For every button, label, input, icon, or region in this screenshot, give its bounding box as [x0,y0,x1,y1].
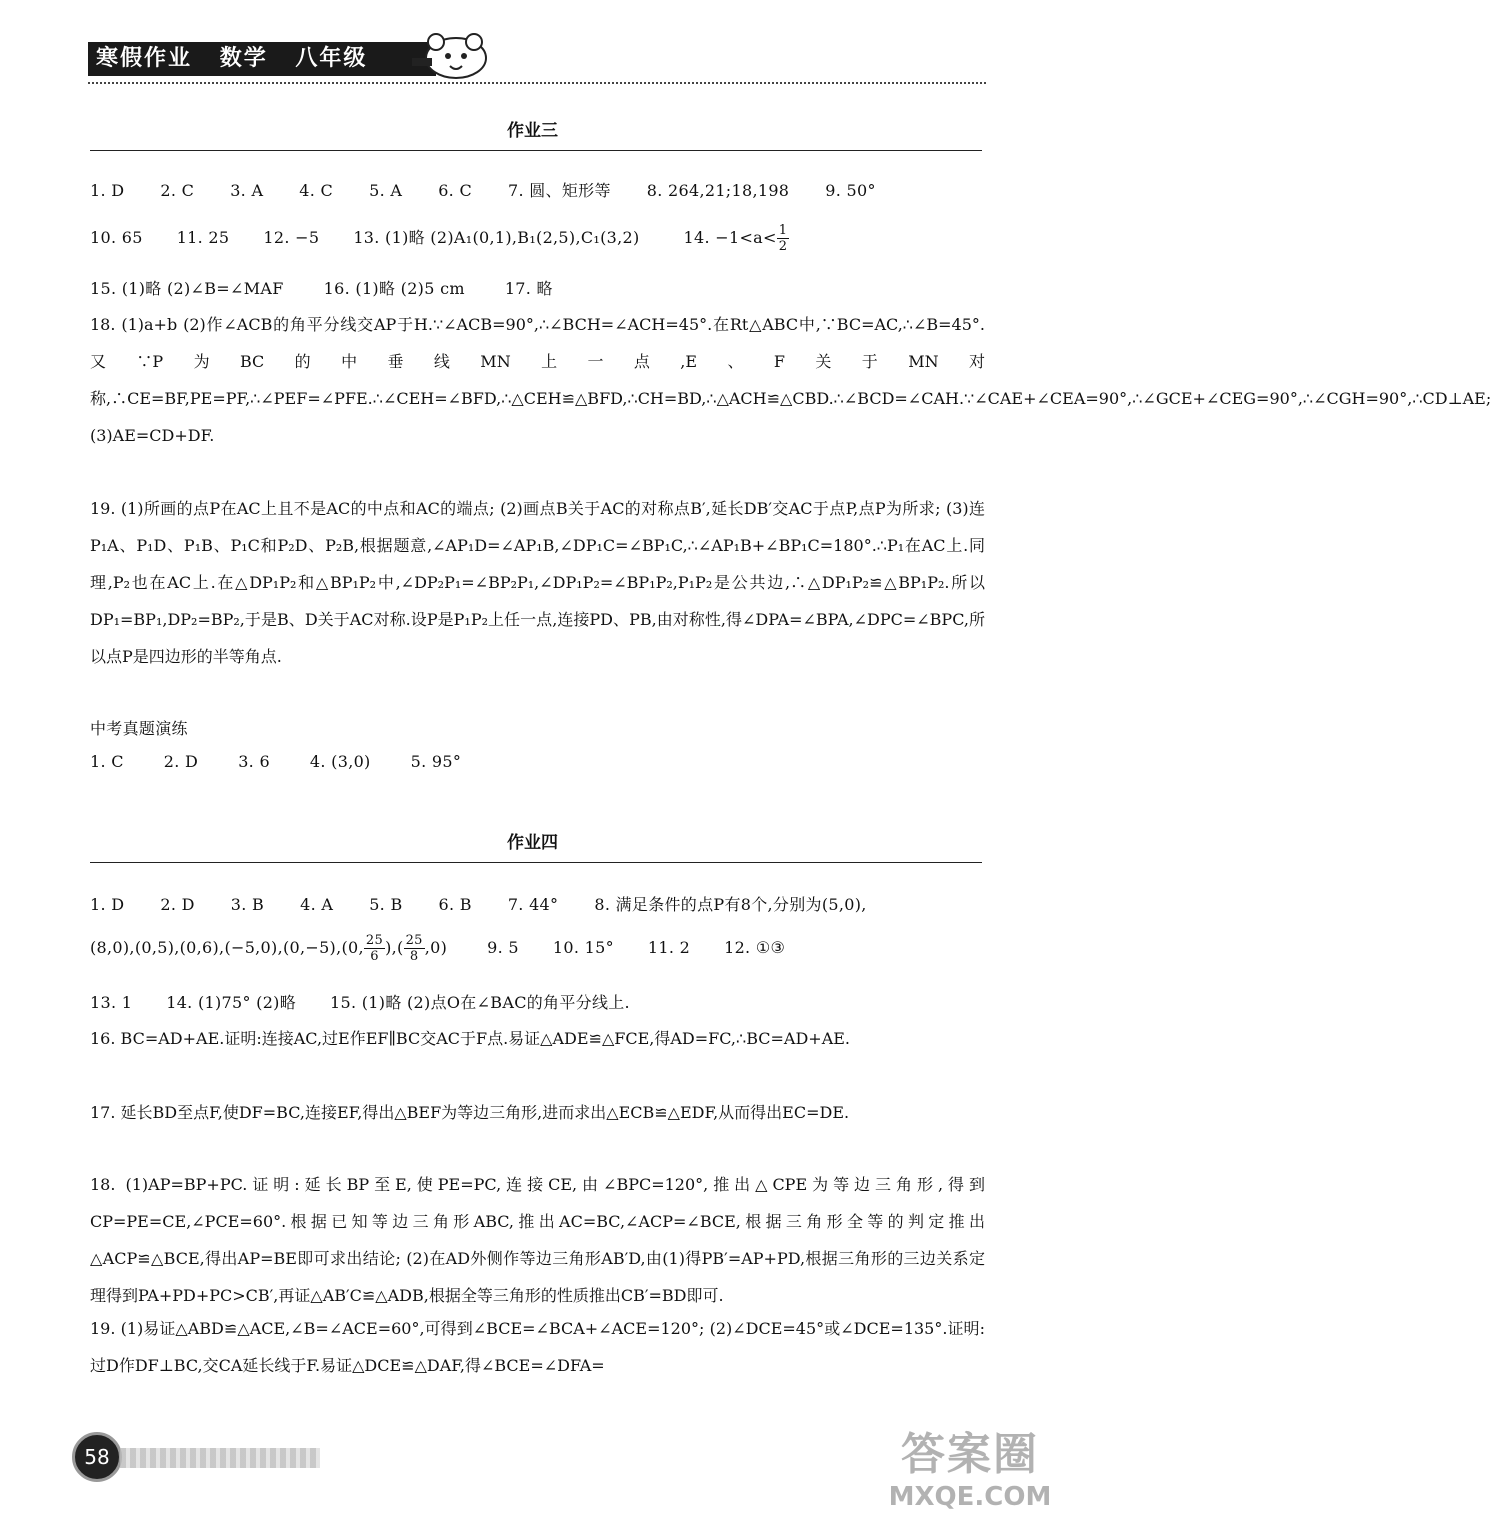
answers-row-4-1 [90,892,985,915]
footer-decoration [120,1448,320,1468]
header-subject: 数学 [219,46,268,71]
answers-row-4-3 [90,990,985,1013]
answer: 12. ①③ [724,938,786,957]
answer: 13. (1)略 (2)A₁(0,1),B₁(2,5),C₁(3,2) [353,228,640,247]
answer: 15. (1)略 (2)点O在∠BAC的角平分线上. [330,993,630,1012]
fraction: $\frac{25}{8}$ [405,933,423,964]
answer: 4. (3,0) [309,752,371,771]
answer: 2. D [163,752,199,771]
fraction: $\frac{25}{6}$ [365,933,384,964]
section-rule-4 [90,862,982,863]
header-dotted-rule [88,82,986,84]
answers-row-3 [90,276,985,299]
answers-row-2 [90,222,985,262]
answer: 11. 25 [176,228,230,247]
answer: 7. 圆、矩形等 [508,181,611,200]
answer-4-16: 16. BC=AD+AE.证明:连接AC,过E作EF∥BC交AC于F点.易证△ADE≌△FCE,得AD=FC,∴BC=AD+AE. [90,1029,851,1048]
answer: 8. 264,21;18,198 [646,181,790,200]
answer-14: 14. −1<a< [683,228,777,247]
mascot-icon [412,28,492,80]
answer: 1. D [90,895,125,914]
watermark [880,1418,1060,1528]
answer-4-18: 18. (1)AP=BP+PC.证明:延长BP至E,使PE=PC,连接CE,由∠BPC=120°,推出△CPE为等边三角形,得到CP=PE=CE,∠PCE=60°.根据已知等边三角形ABC,推出AC=BC,∠ACP=∠BCE,根据三角形全等的判定推出△ACP≌△BCE,得出AP=BE即可求出结论; (2)在AD外侧作等边三角形AB′D,由(1)得PB′=AP+PD,根据三角形的三边关系定理得到PA+PD+PC>CB′,再证△AB′C≌△ADB,根据全等三角形的性质推出CB′=BD即可. [90,1175,985,1305]
section-title-3: 作业三 [507,121,558,141]
answer: 5. 95° [410,752,462,771]
answer: 14. (1)75° (2)略 [166,993,297,1012]
answer: 4. A [300,895,334,914]
answer: 2. C [160,181,195,200]
zhongkao-answers [90,752,985,771]
answer: 9. 5 [487,938,519,957]
answer: 10. 15° [552,938,614,957]
answer: 5. A [369,181,403,200]
zhongkao-title: 中考真题演练 [90,719,188,738]
watermark-text: 答案圈 [901,1429,1039,1480]
answer: 13. 1 [90,993,133,1012]
answer-4-17: 17. 延长BD至点F,使DF=BC,连接EF,得出△BEF为等边三角形,进而求出△ECB≌△EDF,从而得出EC=DE. [90,1103,850,1122]
section-title-4: 作业四 [507,833,558,853]
answer: 10. 65 [90,228,143,247]
answer: 3. A [230,181,264,200]
watermark-url: MXQE.COM [888,1482,1052,1512]
answer: 11. 2 [647,938,691,957]
header-grade: 八年级 [295,46,368,71]
answer: 1. D [90,181,125,200]
answer-8: 8. 满足条件的点P有8个,分别为(5,0), [594,895,867,914]
answer-18: 18. (1)a+b (2)作∠ACB的角平分线交AP于H.∵∠ACB=90°,∴∠BCH=∠ACH=45°.在Rt△ABC中,∵BC=AC,∴∠B=45°.又∵P为BC的中垂线MN上一点,E、F关于MN对称,∴CE=BF,PE=PF,∴∠PEF=∠PFE.∴∠CEH=∠BFD,∴△CEH≌△BFD,∴CH=BD,∴△ACH≌△CBD.∴∠BCD=∠CAH.∵∠CAE+∠CEA=90°,∴∠GCE+∠CEG=90°,∴∠CGH=90°,∴CD⊥AE; (3)AE=CD+DF. [90,315,1491,445]
fraction: $\frac{1}{2}$ [778,223,788,254]
answer: 16. (1)略 (2)5 cm [323,279,465,298]
answer-4-19: 19. (1)易证△ABD≌△ACE,∠B=∠ACE=60°,可得到∠BCE=∠BCA+∠ACE=120°; (2)∠DCE=45°或∠DCE=135°.证明:过D作DF⊥BC,交CA延长线于F.易证△DCE≌△DAF,得∠BCE=∠DFA= [90,1319,985,1375]
answer: 1. C [90,752,124,771]
answer: 17. 略 [504,279,553,298]
answer: 12. −5 [263,228,320,247]
answers-row-1 [90,178,985,201]
answer: 5. B [369,895,403,914]
section-rule-3 [90,150,982,151]
answer: 4. C [299,181,334,200]
answer: 6. C [438,181,472,200]
answer: 2. D [160,895,195,914]
answer-19: 19. (1)所画的点P在AC上且不是AC的中点和AC的端点; (2)画点B关于AC的对称点B′,延长DB′交AC于点P,点P为所求; (3)连P₁A、P₁D、P₁B、P₁C和P₂D、P₂B,根据题意,∠AP₁D=∠AP₁B,∠DP₁C=∠BP₁C,∴∠AP₁B+∠BP₁C=180°.∴P₁在AC上.同理,P₂也在AC上.在△DP₁P₂和△BP₁P₂中,∠DP₂P₁=∠BP₂P₁,∠DP₁P₂=∠BP₁P₂,P₁P₂是公共边,∴△DP₁P₂≌△BP₁P₂.所以DP₁=BP₁,DP₂=BP₂,于是B、D关于AC对称.设P是P₁P₂上任一点,连接PD、PB,由对称性,得∠DPA=∠BPA,∠DPC=∠BPC,所以点P是四边形的半等角点. [90,499,985,666]
page-number: 58 [72,1432,122,1482]
answer-8-cont: (8,0),(0,5),(0,6),(−5,0),(0,−5), [90,938,342,957]
header-title: 寒假作业 [96,46,193,71]
answer: 7. 44° [507,895,559,914]
answer: 6. B [438,895,472,914]
answers-row-4-2: (8,0),(0,5),(0,6),(−5,0),(0,−5),(0, $\frac{25}{6}$ ),( $\frac{25}{8}$ ,0) 9. 5 10. 15° 11. 2 12. ①③ [90,930,985,974]
answer: 3. 6 [238,752,270,771]
answer: 9. 50° [825,181,876,200]
answer: 15. (1)略 (2)∠B=∠MAF [90,279,284,298]
answer: 3. B [230,895,265,914]
book-header [88,42,436,76]
